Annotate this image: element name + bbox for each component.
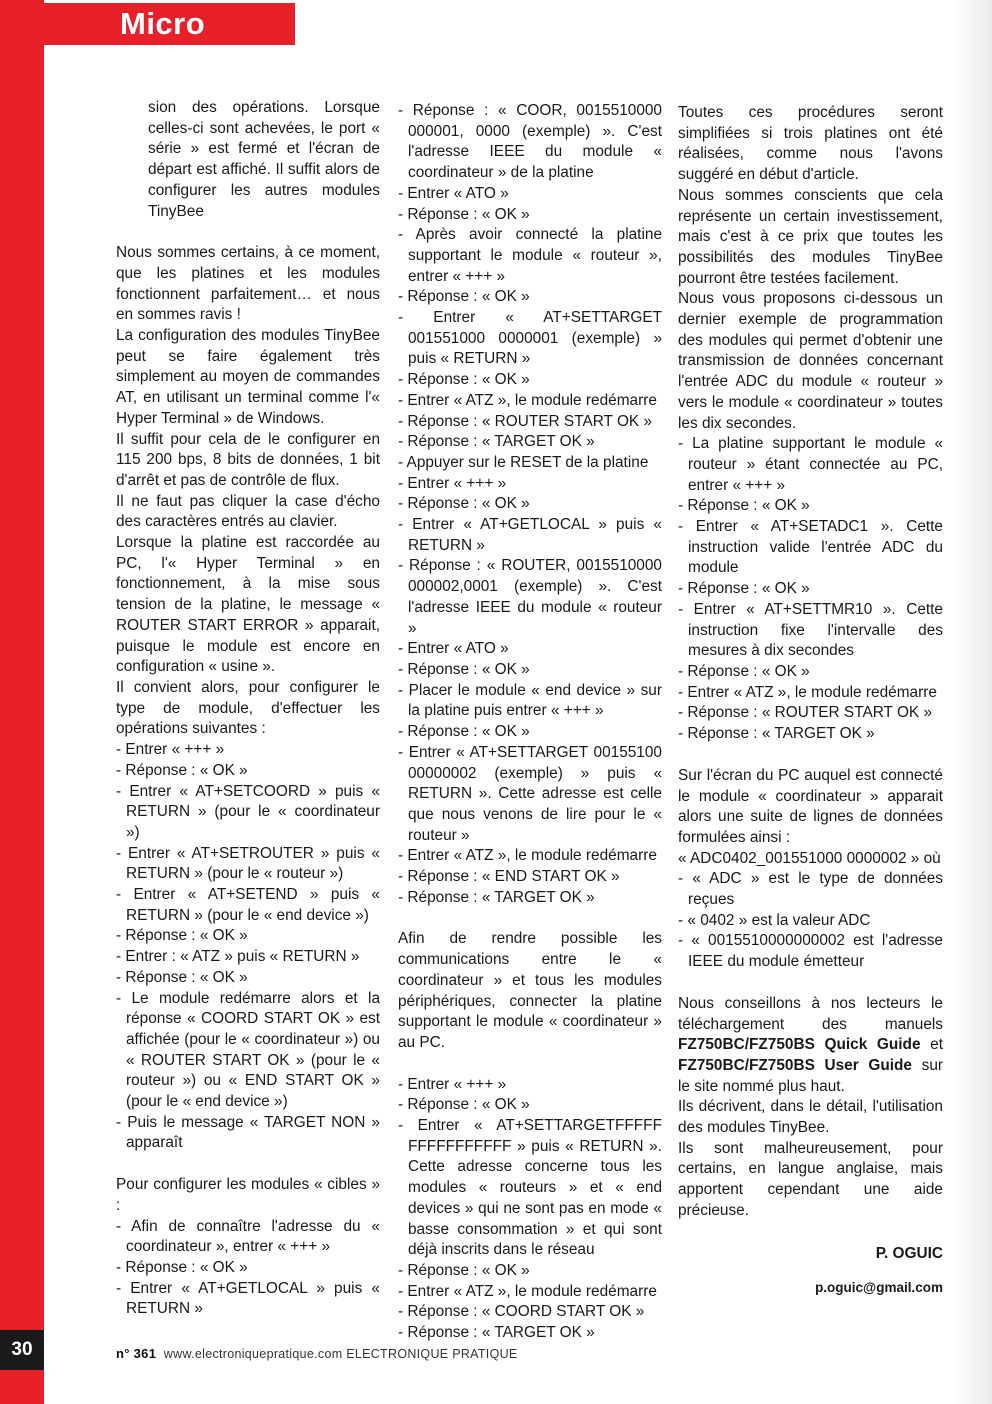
list-item: - Entrer « ATZ », le module redémarre	[398, 1282, 657, 1300]
paragraph: Ils décrivent, dans le détail, l'utilisation des modules TinyBee.	[678, 1098, 943, 1137]
list-item: - « 0015510000000002 est l'adresse IEEE du module émetteur	[678, 932, 943, 971]
list-item: - Réponse : « OK »	[398, 1261, 530, 1279]
list-item: - Entrer « AT+SETTARGET 00155100 00000002 (exemple) » puis « RETURN ». Cette adresse est celle que nous venons de lire pour le « routeur »	[398, 743, 662, 844]
list-item: - « 0402 » est la valeur ADC	[678, 911, 871, 929]
list-item: - Entrer « AT+SETEND » puis « RETURN » (pour le « end device »)	[116, 886, 380, 924]
list-item: - Puis le message « TARGET NON » apparaît	[116, 1113, 380, 1152]
list-item: - Placer le module « end device » sur la platine puis entrer « +++ »	[398, 681, 662, 720]
paragraph: Afin de rendre possible les communications entre le « coordinateur » et tous les modules périphériques, connecter la platine supportant le module « coordinateur » au PC.	[398, 930, 662, 1051]
paragraph	[678, 994, 943, 1098]
list-item: - Après avoir connecté la platine supportant le module « routeur », entrer « +++ »	[398, 226, 662, 285]
list-item: - Appuyer sur le RESET de la platine	[398, 453, 649, 471]
page-number: 30	[0, 1330, 44, 1370]
section-title: Micro	[0, 3, 295, 45]
list-item: - Réponse : « OK »	[398, 723, 530, 741]
list-item: - Entrer « +++ »	[116, 741, 225, 759]
issue-number: n° 361	[116, 1346, 157, 1361]
left-margin-bar	[0, 0, 44, 1404]
paragraph: La configuration des modules TinyBee peut se faire également très simplement au moyen de commandes AT, en utilisant un terminal comme l'« Hyper Terminal » de Windows.	[116, 327, 380, 427]
list-item: - Entrer « ATO »	[398, 184, 509, 202]
footer-site: www.electroniquepratique.com ELECTRONIQUE PRATIQUE	[163, 1347, 518, 1361]
list-item: - Réponse : « OK »	[116, 968, 248, 986]
list-item: - Réponse : « ROUTER START OK »	[678, 704, 933, 722]
list-item: - La platine supportant le module « routeur » étant connectée au PC, entrer « +++ »	[678, 435, 943, 494]
list-item: - Entrer « AT+SETCOORD » puis « RETURN » (pour le « coordinateur »)	[116, 782, 380, 841]
paragraph: sion des opérations. Lorsque celles-ci sont achevées, le port « série » est fermé et l'écran de départ est affiché. Il suffit alors de configurer les autres modules TinyBee	[148, 99, 380, 220]
list-item: - Réponse : « COOR, 0015510000 000001, 0000 (exemple) ». C'est l'adresse IEEE du module « coordinateur » de la platine	[398, 102, 662, 182]
list-item: - Entrer « AT+SETTARGETFFFFF FFFFFFFFFFF » puis « RETURN ». Cette adresse concerne tous les modules « routeurs » et « end devices » qui ne sont pas en mode « basse consommation » et qui sont déjà inscrits dans le réseau	[398, 1117, 662, 1259]
text-run: Nous conseillons à nos lecteurs le téléchargement des manuels	[678, 994, 943, 1033]
list-item: - Entrer « ATZ », le module redémarre	[398, 391, 657, 409]
list-item: - Réponse : « ROUTER START OK »	[398, 412, 653, 430]
list-item: - Entrer « AT+SETTMR10 ». Cette instruction fixe l'intervalle des mesures à dix secondes	[678, 600, 943, 660]
paragraph: Il convient alors, pour configurer le type de module, d'effectuer les opérations suivantes :	[116, 678, 380, 738]
text-column-1	[116, 98, 380, 1320]
paragraph: Toutes ces procédures seront simplifiées si trois platines ont été réalisées, comme nous l'avons suggéré en début d'article.	[678, 104, 943, 184]
list-item: - Réponse : « OK »	[398, 371, 530, 389]
list-item: - Réponse : « OK »	[116, 761, 248, 779]
footer-line	[116, 1346, 518, 1361]
list-item: - Entrer « +++ »	[398, 1075, 507, 1093]
list-item: - Réponse : « TARGET OK »	[678, 725, 875, 743]
text-column-3	[678, 103, 943, 1299]
list-item: - Réponse : « TARGET OK »	[398, 1324, 595, 1342]
list-item: - Entrer « AT+SETADC1 ». Cette instruction valide l'entrée ADC du module	[678, 518, 943, 577]
list-item: - Réponse : « OK »	[398, 288, 530, 306]
list-item: - Entrer « AT+SETTARGET 001551000 0000001 (exemple) » puis « RETURN »	[398, 309, 662, 368]
list-item: - Entrer « ATZ », le module redémarre	[678, 683, 937, 701]
list-item: - Entrer : « ATZ » puis « RETURN »	[116, 948, 360, 966]
list-item: - Réponse : « OK »	[398, 660, 530, 678]
author-name: P. OGUIC	[875, 1244, 943, 1262]
list-item: - Réponse : « TARGET OK »	[398, 888, 595, 906]
text-run: et	[920, 1036, 943, 1054]
bold-manual-title: FZ750BC/FZ750BS User Guide	[678, 1056, 912, 1074]
list-item: - Afin de connaître l'adresse du « coordinateur », entrer « +++ »	[116, 1217, 380, 1256]
list-item: - Entrer « AT+SETROUTER » puis « RETURN » (pour le « routeur »)	[116, 844, 380, 883]
list-item: - Réponse : « OK »	[678, 497, 810, 515]
text-column-2	[398, 101, 662, 1344]
text-run: sur le site nommé plus haut.	[678, 1056, 944, 1095]
list-item: - Réponse : « OK »	[398, 205, 530, 223]
list-item: - Réponse : « TARGET OK »	[398, 433, 595, 451]
author-email[interactable]: p.oguic@gmail.com	[815, 1280, 943, 1296]
paragraph: « ADC0402_001551000 0000002 » où	[678, 849, 941, 867]
list-item: - Entrer « ATO »	[398, 640, 509, 658]
list-item: - Réponse : « OK »	[678, 580, 810, 598]
list-item: - Réponse : « OK »	[116, 927, 248, 945]
list-item: - Le module redémarre alors et la réponse « COORD START OK » est affichée (pour le « coordinateur ») ou « ROUTER START OK » (pour le « routeur ») ou « END START OK » (pour le « end device »)	[116, 989, 380, 1111]
paragraph: Ils sont malheureusement, pour certains, en langue anglaise, mais apportent cependant une aide précieuse.	[678, 1139, 943, 1219]
list-item: - Réponse : « ROUTER, 0015510000 000002,0001 (exemple) ». C'est l'adresse IEEE du module « routeur »	[398, 557, 662, 637]
list-item: - Réponse : « COORD START OK »	[398, 1303, 645, 1321]
page-edge-shadow	[952, 0, 992, 1404]
list-item: - Réponse : « END START OK »	[398, 868, 620, 886]
list-item: - Entrer « AT+GETLOCAL » puis « RETURN »	[398, 516, 662, 554]
paragraph: Sur l'écran du PC auquel est connecté le module « coordinateur » apparait alors une suite de lignes de données formulées ainsi :	[678, 766, 943, 846]
list-item: - Réponse : « OK »	[678, 662, 810, 680]
paragraph: Il ne faut pas cliquer la case d'écho des caractères entrés au clavier.	[116, 492, 380, 531]
list-item: - Réponse : « OK »	[398, 495, 530, 513]
paragraph: Il suffit pour cela de le configurer en 115 200 bps, 8 bits de données, 1 bit d'arrêt et pas de contrôle de flux.	[116, 430, 380, 489]
list-item: - Entrer « +++ »	[398, 474, 507, 492]
list-item: - « ADC » est le type de données reçues	[678, 870, 943, 909]
paragraph: Pour configurer les modules « cibles » :	[116, 1176, 380, 1214]
list-item: - Réponse : « OK »	[116, 1258, 248, 1276]
paragraph: Nous vous proposons ci-dessous un dernier exemple de programmation des modules qui permet d'obtenir une transmission de données concernant l'entrée ADC du module « routeur » vers le module « coordinateur » toutes les dix secondes.	[678, 290, 943, 432]
paragraph: Nous sommes conscients que cela représente un certain investissement, mais c'est à ce prix que toutes les possibilités des modules TinyBee pourront être testées facilement.	[678, 186, 943, 287]
paragraph: Nous sommes certains, à ce moment, que les platines et les modules fonctionnent parfaitement… et nous en sommes ravis !	[116, 244, 380, 324]
list-item: - Entrer « AT+GETLOCAL » puis « RETURN »	[116, 1279, 380, 1318]
bold-manual-title: FZ750BC/FZ750BS Quick Guide	[678, 1036, 921, 1054]
list-item: - Réponse : « OK »	[398, 1096, 530, 1114]
paragraph: Lorsque la platine est raccordée au PC, l'« Hyper Terminal » en fonctionnement, à la mise sous tension de la platine, le message « ROUTER START ERROR » apparait, puisque le module est encore en configuration « usine ».	[116, 534, 380, 676]
list-item: - Entrer « ATZ », le module redémarre	[398, 847, 657, 865]
